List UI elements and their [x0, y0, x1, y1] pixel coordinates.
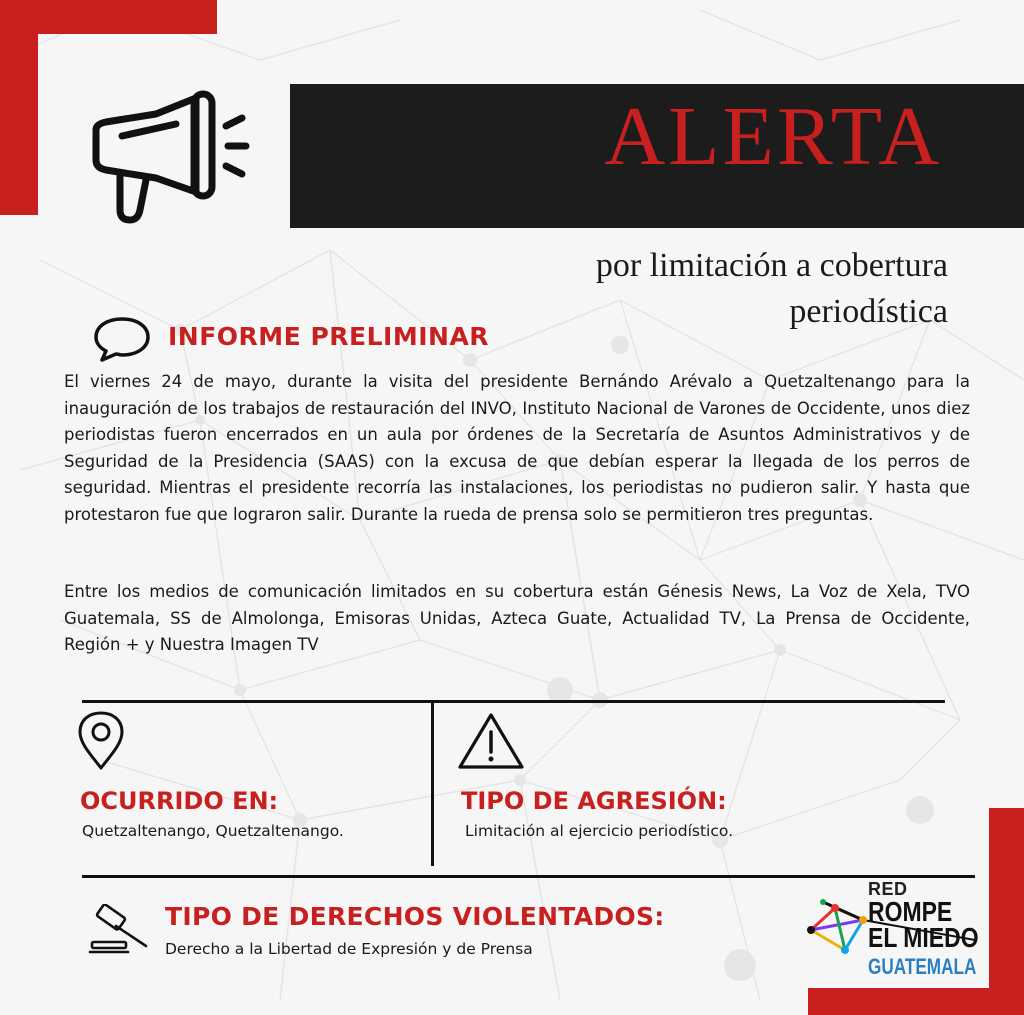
logo-text-el-miedo: EL MIEDO	[868, 922, 979, 953]
corner-accent-bottom-horizontal	[808, 988, 1024, 1015]
ocurrido-heading: OCURRIDO EN:	[80, 787, 279, 815]
agresion-value: Limitación al ejercicio periodístico.	[465, 822, 733, 840]
location-pin-icon	[74, 710, 128, 772]
derechos-value: Derecho a la Libertad de Expresión y de Prensa	[165, 940, 533, 958]
agresion-heading: TIPO DE AGRESIÓN:	[461, 787, 727, 815]
subtitle-line-1: por limitación a cobertura	[595, 247, 948, 284]
corner-accent-top-vertical	[0, 0, 38, 215]
logo-text-red: RED	[868, 879, 908, 899]
logo-text-rompe: ROMPE	[868, 896, 953, 927]
subtitle-line-2: periodística	[789, 293, 948, 330]
corner-accent-bottom-vertical	[989, 808, 1024, 1015]
speech-bubble-icon	[92, 315, 152, 363]
informe-paragraph-1: El viernes 24 de mayo, durante la visita del presidente Bernándo Arévalo a Quetzaltenango para la inauguración de los trabajos de restauración del INVO, Instituto Nacional de Varones de Occidente, unos diez periodistas fueron encerrados en un aula por órdenes de la Secretaría de Asuntos Administrativos y de Seguridad de la Presidencia (SAAS) con la excusa de que debían esperar la llegada de los perros de seguridad. Mientras el presidente recorría las instalaciones, los periodistas no pudieron salir. Y hasta que protestaron fue que lograron salir. Durante la rueda de prensa solo se permitieron tres preguntas.	[64, 372, 970, 524]
logo-text-guatemala: GUATEMALA	[868, 954, 977, 979]
informe-paragraph-2: Entre los medios de comunicación limitados en su cobertura están Génesis News, La Voz de Xela, TVO Guatemala, SS de Almolonga, Emisoras Unidas, Azteca Guate, Actualidad TV, La Prensa de Occidente, Región + y Nuestra Imagen TV	[64, 582, 970, 654]
alert-title: ALERTA	[604, 90, 942, 183]
warning-icon	[456, 710, 526, 772]
divider-vertical	[431, 702, 434, 866]
informe-heading: INFORME PRELIMINAR	[168, 322, 490, 351]
ocurrido-value: Quetzaltenango, Quetzaltenango.	[82, 822, 344, 840]
derechos-heading: TIPO DE DERECHOS VIOLENTADOS:	[165, 902, 665, 931]
alert-subtitle	[420, 243, 948, 335]
divider-top	[82, 700, 945, 703]
gavel-icon	[88, 904, 154, 956]
megaphone-icon	[86, 88, 251, 228]
